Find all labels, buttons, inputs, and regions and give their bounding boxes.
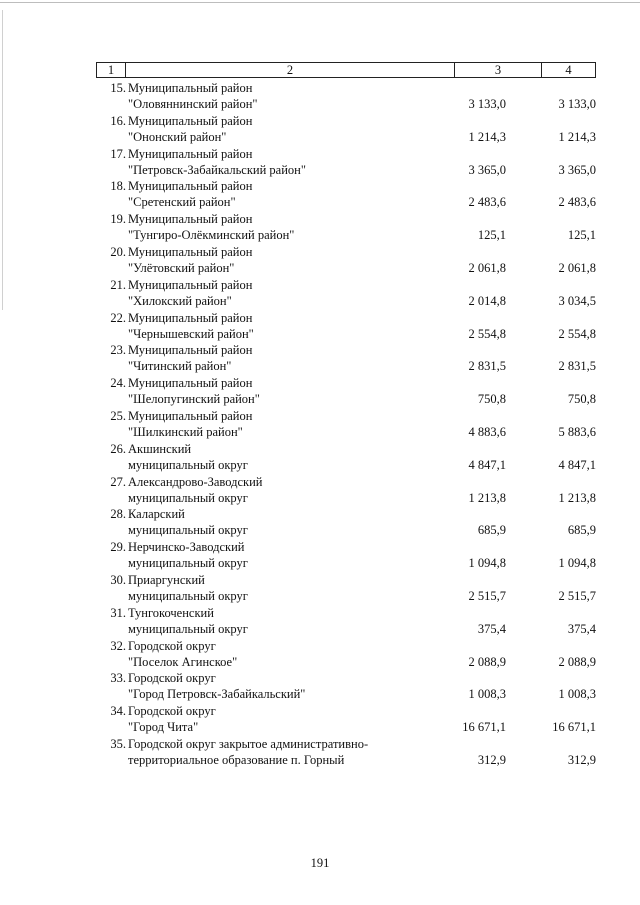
row-value-col-3: 1 094,8: [468, 556, 506, 571]
row-value-col-4: 685,9: [567, 523, 596, 538]
row-number: 23.: [110, 343, 126, 358]
row-value-col-3: 2 088,9: [468, 654, 506, 669]
row-number: 31.: [110, 605, 126, 620]
row-value-col-4: 2 831,5: [558, 359, 596, 374]
row-value-col-3: 4 847,1: [468, 457, 506, 472]
row-name-line-1: Муниципальный район: [128, 244, 253, 259]
row-value-col-4: 2 554,8: [558, 326, 596, 341]
table-row: [96, 244, 596, 277]
table-body: [96, 80, 596, 769]
row-name-line-1: Муниципальный район: [128, 81, 253, 95]
row-number: 29.: [110, 540, 126, 555]
row-value-col-3: 1 008,3: [468, 687, 506, 702]
row-value-col-4: 3 133,0: [558, 97, 596, 111]
page-number: 191: [310, 856, 330, 870]
row-number: 17.: [110, 146, 126, 161]
row-name-line-2: муниципальный округ: [128, 556, 248, 571]
row-name-line-2: "Город Чита": [128, 720, 199, 735]
row-value-col-4: 1 094,8: [558, 556, 596, 571]
table-row: [96, 670, 596, 703]
table-row: [96, 375, 596, 408]
table-row: [96, 605, 596, 638]
row-name-line-1: Каларский: [128, 507, 185, 522]
row-number: 25.: [110, 408, 126, 423]
row-value-col-3: 2 831,5: [468, 359, 506, 374]
row-name-line-2: "Хилокский район": [128, 293, 232, 308]
row-name-line-1: Муниципальный район: [128, 376, 253, 391]
row-value-col-3: 2 061,8: [468, 260, 506, 275]
row-value-col-4: 2 088,9: [558, 654, 596, 669]
row-name-line-1: Муниципальный район: [128, 179, 253, 194]
table-row: [96, 703, 596, 736]
table-row: [96, 277, 596, 310]
row-number: 27.: [110, 474, 126, 489]
table-row: [96, 506, 596, 539]
table-row: [96, 146, 596, 179]
row-name-line-1: Приаргунский: [128, 572, 205, 587]
row-name-line-2: "Шелопугинский район": [128, 392, 260, 407]
scan-edge-left: [2, 10, 3, 310]
row-value-col-4: 2 061,8: [558, 260, 596, 275]
row-name-line-2: "Оловяннинский район": [128, 97, 258, 111]
row-name-line-2: "Город Петровск-Забайкальский": [128, 687, 306, 702]
row-value-col-4: 3 365,0: [558, 162, 596, 177]
row-name-line-1: Муниципальный район: [128, 113, 253, 128]
row-name-line-1: Муниципальный район: [128, 408, 253, 423]
row-value-col-3: 16 671,1: [462, 720, 506, 735]
table-row: [96, 211, 596, 244]
row-name-line-2: "Читинский район": [128, 359, 232, 374]
row-name-line-1: Городской округ: [128, 704, 216, 719]
table-row: [96, 80, 596, 113]
row-value-col-3: 750,8: [477, 392, 506, 407]
row-name-line-1: Городской округ: [128, 671, 216, 686]
row-name-line-2: "Сретенский район": [128, 195, 236, 210]
row-value-col-3: 685,9: [477, 523, 506, 538]
row-number: 21.: [110, 277, 126, 292]
header-col-4: 4: [565, 63, 572, 77]
table-row: [96, 178, 596, 211]
row-name-line-2: "Чернышевский район": [128, 326, 254, 341]
row-value-col-4: 125,1: [567, 228, 596, 243]
table-row: [96, 441, 596, 474]
row-name-line-1: Городской округ закрытое административно-: [128, 736, 369, 751]
table-row: [96, 408, 596, 441]
row-value-col-4: 1 008,3: [558, 687, 596, 702]
row-name-line-1: Александрово-Заводский: [128, 474, 263, 489]
row-name-line-2: "Петровск-Забайкальский район": [128, 162, 306, 177]
row-number: 33.: [110, 671, 126, 686]
row-value-col-3: 3 365,0: [468, 162, 506, 177]
row-value-col-3: 2 515,7: [468, 588, 506, 603]
row-number: 28.: [110, 507, 126, 522]
row-name-line-2: муниципальный округ: [128, 621, 248, 636]
row-name-line-2: "Улётовский район": [128, 260, 235, 275]
row-name-line-1: Муниципальный район: [128, 310, 253, 325]
row-number: 32.: [110, 638, 126, 653]
row-name-line-2: муниципальный округ: [128, 490, 248, 505]
row-number: 24.: [110, 376, 126, 391]
table-row: [96, 539, 596, 572]
row-value-col-4: 5 883,6: [558, 424, 596, 439]
table-row: [96, 342, 596, 375]
row-number: 18.: [110, 179, 126, 194]
table-row: [96, 638, 596, 671]
row-value-col-4: 2 483,6: [558, 195, 596, 210]
row-name-line-2: муниципальный округ: [128, 523, 248, 538]
row-value-col-4: 1 213,8: [558, 490, 596, 505]
row-name-line-2: муниципальный округ: [128, 588, 248, 603]
row-number: 35.: [110, 736, 126, 751]
row-name-line-2: муниципальный округ: [128, 457, 248, 472]
row-name-line-1: Муниципальный район: [128, 277, 253, 292]
row-number: 20.: [110, 244, 126, 259]
table-row: [96, 736, 596, 769]
row-name-line-2: "Ононский район": [128, 129, 227, 144]
row-name-line-2: территориальное образование п. Горный: [128, 752, 345, 767]
row-value-col-3: 375,4: [477, 621, 506, 636]
row-name-line-1: Нерчинско-Заводский: [128, 540, 245, 555]
row-number: 16.: [110, 113, 126, 128]
row-value-col-3: 3 133,0: [468, 97, 506, 111]
row-value-col-4: 2 515,7: [558, 588, 596, 603]
row-value-col-3: 1 213,8: [468, 490, 506, 505]
scan-edge-top: [0, 2, 640, 3]
table-row: [96, 474, 596, 507]
row-name-line-1: Тунгокоченский: [128, 605, 214, 620]
row-value-col-4: 375,4: [567, 621, 596, 636]
row-value-col-3: 2 014,8: [468, 293, 506, 308]
row-name-line-2: "Поселок Агинское": [128, 654, 238, 669]
row-value-col-3: 312,9: [477, 752, 506, 767]
row-number: 34.: [110, 704, 126, 719]
row-number: 26.: [110, 441, 126, 456]
row-name-line-1: Муниципальный район: [128, 212, 253, 227]
row-value-col-3: 2 483,6: [468, 195, 506, 210]
row-number: 15.: [110, 81, 126, 95]
row-name-line-1: Акшинский: [128, 441, 192, 456]
row-number: 22.: [110, 310, 126, 325]
header-col-2: 2: [126, 63, 455, 77]
row-value-col-4: 3 034,5: [558, 293, 596, 308]
row-name-line-1: Муниципальный район: [128, 343, 253, 358]
row-value-col-3: 1 214,3: [468, 129, 506, 144]
row-value-col-3: 2 554,8: [468, 326, 506, 341]
row-name-line-1: Муниципальный район: [128, 146, 253, 161]
row-number: 19.: [110, 212, 126, 227]
table-row: [96, 113, 596, 146]
row-name-line-2: "Тунгиро-Олёкминский район": [128, 228, 295, 243]
table-row: [96, 310, 596, 343]
header-col-3: 3: [455, 63, 542, 77]
row-value-col-4: 312,9: [567, 752, 596, 767]
header-col-1: 1: [97, 63, 126, 77]
table-row: [96, 572, 596, 605]
row-value-col-3: 125,1: [477, 228, 506, 243]
row-name-line-1: Городской округ: [128, 638, 216, 653]
row-value-col-4: 750,8: [567, 392, 596, 407]
table-header: [96, 62, 596, 78]
row-name-line-2: "Шилкинский район": [128, 424, 243, 439]
row-number: 30.: [110, 572, 126, 587]
row-value-col-4: 4 847,1: [558, 457, 596, 472]
row-value-col-3: 4 883,6: [468, 424, 506, 439]
row-value-col-4: 16 671,1: [552, 720, 596, 735]
row-value-col-4: 1 214,3: [558, 129, 596, 144]
